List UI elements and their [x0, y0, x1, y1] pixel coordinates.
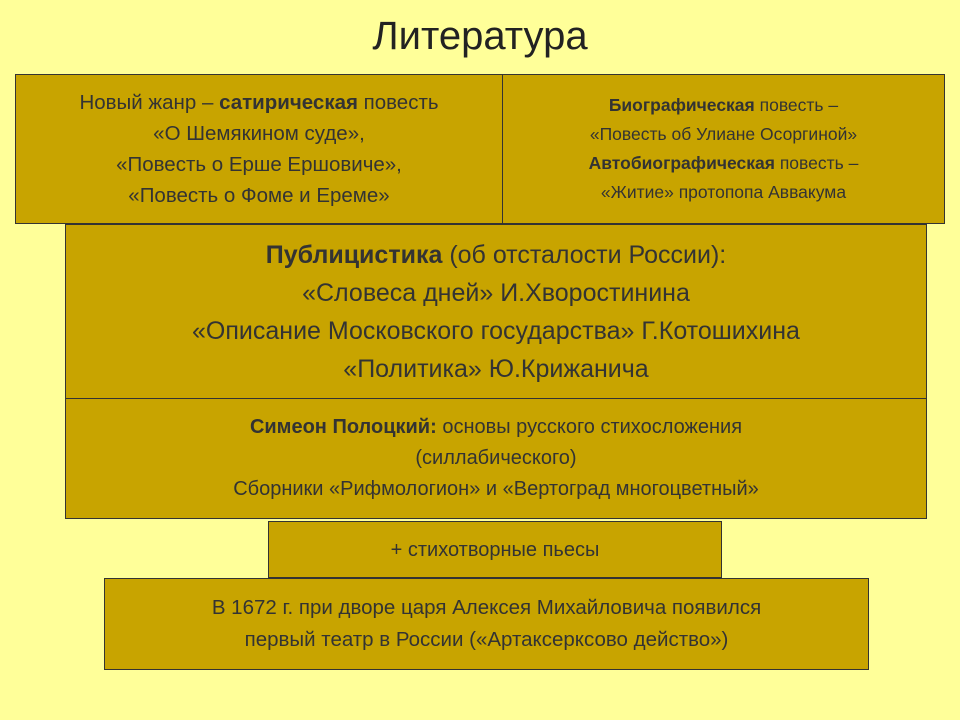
verse-plays-box — [268, 521, 722, 578]
autobio-bold: Автобиографическая — [588, 153, 775, 173]
autobio-suffix: повесть – — [774, 153, 859, 173]
polotsky-box — [65, 398, 927, 519]
satire-genre-line — [79, 87, 438, 118]
satire-work: «Повесть о Фоме и Ереме» — [128, 184, 390, 207]
bio-suffix: повесть – — [754, 95, 839, 115]
genre-prefix: Новый жанр – — [79, 91, 220, 114]
genre-bold: сатирическая — [219, 91, 358, 114]
polotsky-desc-line: (силлабического) — [415, 447, 577, 469]
publicistics-box — [65, 224, 927, 399]
publicistics-work: «Описание Московского государства» Г.Котошихина — [192, 316, 800, 345]
verse-plays-text: + стихотворные пьесы — [390, 538, 600, 561]
satire-work: «О Шемякином суде», — [153, 122, 365, 145]
theatre-box — [104, 578, 869, 670]
publicistics-suffix: (об отсталости России): — [442, 240, 727, 269]
publicistics-work: «Словеса дней» И.Хворостинина — [302, 278, 690, 307]
autobio-genre-line — [589, 149, 859, 178]
polotsky-collections-line: Сборники «Рифмологион» и «Вертоград многоцветный» — [233, 478, 759, 500]
publicistics-bold: Публицистика — [265, 240, 443, 269]
bio-work: «Повесть об Улиане Осоргиной» — [589, 124, 858, 144]
publicistics-heading — [266, 236, 726, 274]
polotsky-desc: основы русского стихосложения — [436, 416, 743, 438]
polotsky-line — [250, 412, 742, 443]
bio-genre-line — [609, 91, 838, 120]
biographical-genre-box — [502, 74, 945, 224]
satire-work: «Повесть о Ерше Ершовиче», — [116, 153, 402, 176]
satire-genre-box — [15, 74, 503, 224]
genre-suffix: повесть — [357, 91, 439, 114]
theatre-line: первый театр в России («Артаксерксово действо») — [244, 628, 729, 651]
theatre-line: В 1672 г. при дворе царя Алексея Михайловича появился — [211, 596, 762, 619]
publicistics-work: «Политика» Ю.Крижанича — [343, 354, 649, 383]
page-title: Литература — [372, 14, 588, 58]
autobio-work: «Житие» протопопа Аввакума — [600, 182, 847, 202]
polotsky-name: Симеон Полоцкий: — [249, 416, 437, 438]
bio-bold: Биографическая — [608, 95, 755, 115]
